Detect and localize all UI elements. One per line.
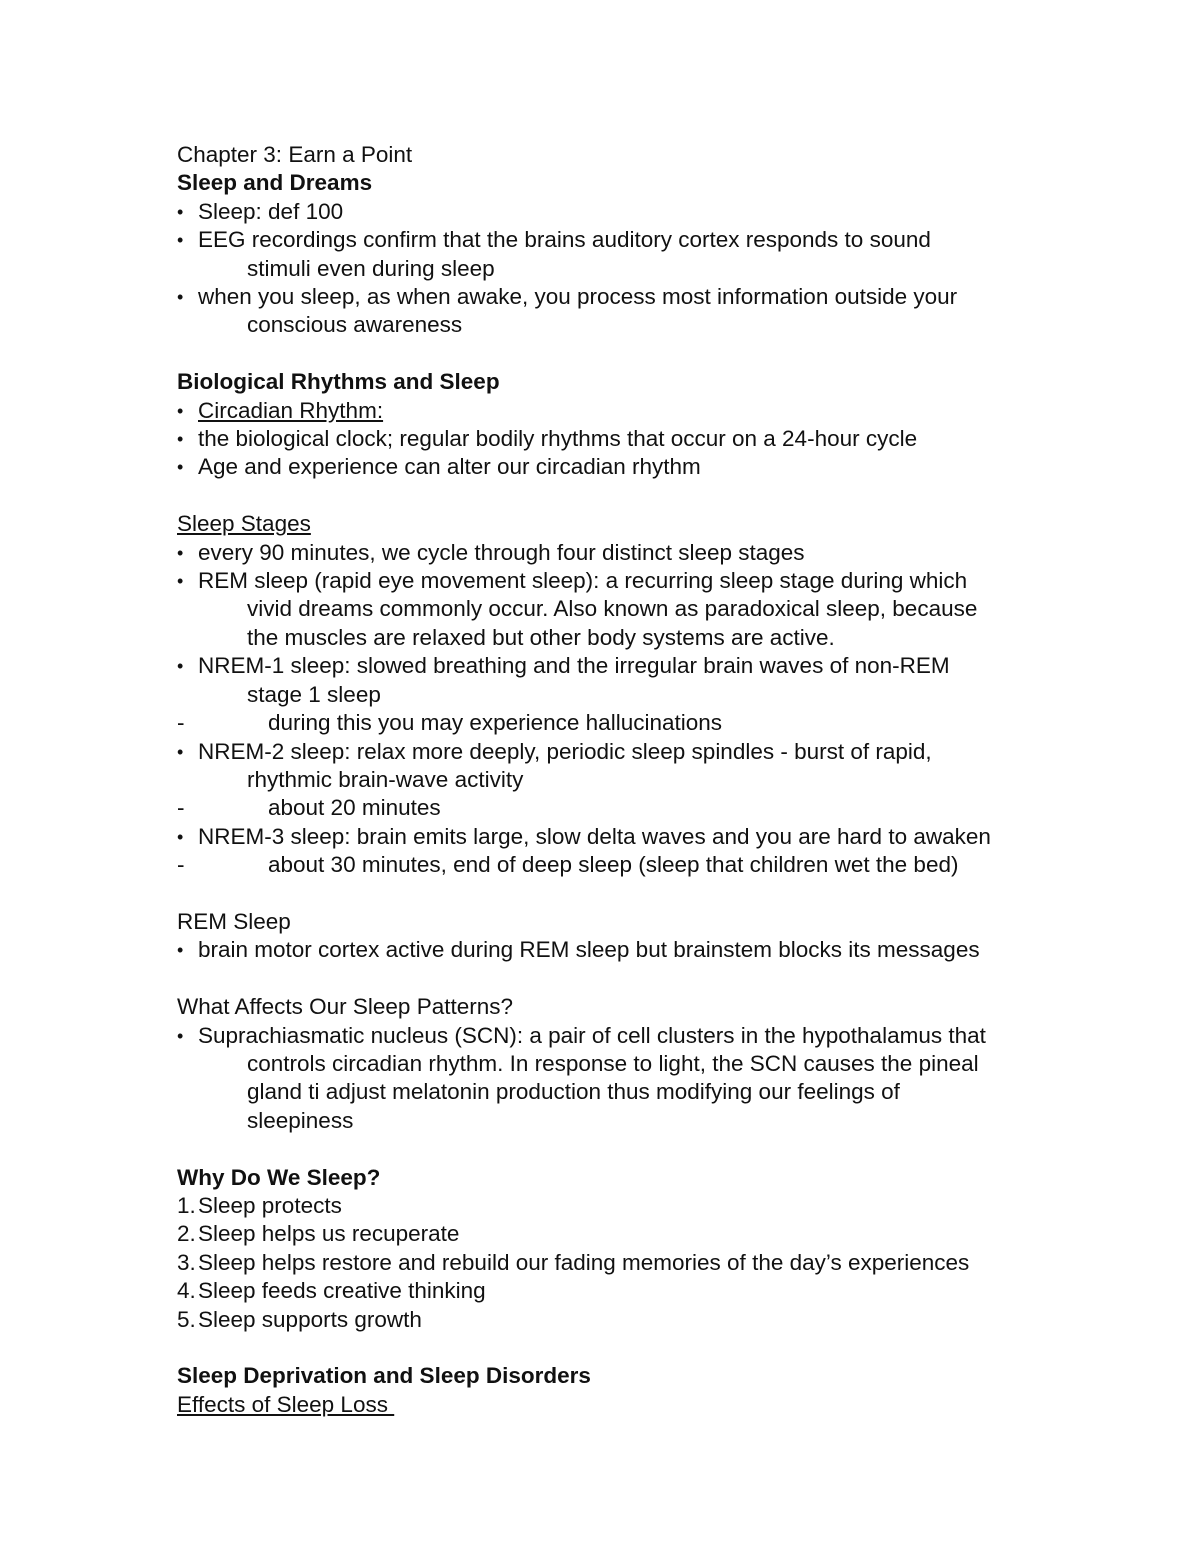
list-item xyxy=(177,397,1057,425)
sub-item-text: about 20 minutes xyxy=(268,795,441,821)
section-heading-why-sleep: Why Do We Sleep? xyxy=(177,1164,381,1190)
spacer xyxy=(177,1334,1057,1362)
spacer xyxy=(177,340,1057,368)
numbered-item xyxy=(177,1220,1057,1248)
item-number: 3. xyxy=(177,1249,196,1275)
list-item-continuation: stimuli even during sleep xyxy=(247,255,495,281)
list-item-continuation: stage 1 sleep xyxy=(247,681,381,707)
sub-item xyxy=(177,794,1057,822)
list-item xyxy=(177,425,1057,453)
list-item-continuation: conscious awareness xyxy=(247,312,463,338)
bullet-icon: • xyxy=(177,400,184,421)
list-item-text: Sleep: def 100 xyxy=(198,198,344,224)
list-item xyxy=(177,652,1057,709)
list-item xyxy=(177,539,1057,567)
list-item-text: the biological clock; regular bodily rhythms that occur on a 24-hour cycle xyxy=(198,426,918,452)
list-item-text: NREM-2 sleep: relax more deeply, periodic sleep spindles - burst of rapid, xyxy=(198,738,932,764)
list-item-continuation: gland ti adjust melatonin production thus modifying our feelings of xyxy=(247,1079,900,1105)
dash-icon: - xyxy=(177,852,185,878)
numbered-item-text: Sleep protects xyxy=(198,1192,342,1218)
list-item xyxy=(177,198,1057,226)
bullet-icon: • xyxy=(177,1025,184,1046)
list-item-text: EEG recordings confirm that the brains auditory cortex responds to sound xyxy=(198,227,931,253)
spacer xyxy=(177,880,1057,908)
bullet-icon: • xyxy=(177,826,184,847)
section-heading-affects: What Affects Our Sleep Patterns? xyxy=(177,994,514,1020)
numbered-item-text: Sleep helps us recuperate xyxy=(198,1221,460,1247)
section-heading-rem-sleep: REM Sleep xyxy=(177,908,291,934)
sub-item xyxy=(177,709,1057,737)
list-item-text: when you sleep, as when awake, you process most information outside your xyxy=(198,284,958,310)
sub-item-text: about 30 minutes, end of deep sleep (sleep that children wet the bed) xyxy=(268,852,959,878)
list-item-text: every 90 minutes, we cycle through four distinct sleep stages xyxy=(198,539,805,565)
sub-item-text: during this you may experience hallucinations xyxy=(268,710,723,736)
item-number: 4. xyxy=(177,1278,196,1304)
spacer xyxy=(177,965,1057,993)
numbered-item xyxy=(177,1306,1057,1334)
bullet-icon: • xyxy=(177,741,184,762)
list-item-text: REM sleep (rapid eye movement sleep): a recurring sleep stage during which xyxy=(198,568,968,594)
bullet-icon: • xyxy=(177,230,184,251)
item-number: 5. xyxy=(177,1306,196,1332)
numbered-item xyxy=(177,1277,1057,1305)
numbered-item-text: Sleep helps restore and rebuild our fading memories of the day’s experiences xyxy=(198,1249,970,1275)
list-item-continuation: sleepiness xyxy=(247,1107,354,1133)
list-item xyxy=(177,453,1057,481)
spacer xyxy=(177,482,1057,510)
item-number: 2. xyxy=(177,1221,196,1247)
bullet-icon: • xyxy=(177,656,184,677)
list-item-text: Circadian Rhythm: xyxy=(198,397,384,423)
list-item-continuation: the muscles are relaxed but other body systems are active. xyxy=(247,624,835,650)
numbered-item xyxy=(177,1192,1057,1220)
list-item xyxy=(177,936,1057,964)
spacer xyxy=(177,1135,1057,1163)
section-heading-deprivation: Sleep Deprivation and Sleep Disorders xyxy=(177,1363,591,1389)
dash-icon: - xyxy=(177,795,185,821)
list-item-continuation: controls circadian rhythm. In response to light, the SCN causes the pineal xyxy=(247,1050,979,1076)
subheading-effects-of-sleep-loss: Effects of Sleep Loss xyxy=(177,1391,395,1417)
list-item xyxy=(177,738,1057,795)
list-item-continuation: rhythmic brain-wave activity xyxy=(247,766,524,792)
dash-icon: - xyxy=(177,710,185,736)
chapter-title: Chapter 3: Earn a Point xyxy=(177,142,413,167)
bullet-icon: • xyxy=(177,571,184,592)
list-item-text: Suprachiasmatic nucleus (SCN): a pair of cell clusters in the hypothalamus that xyxy=(198,1022,986,1048)
list-item-text: Age and experience can alter our circadian rhythm xyxy=(198,454,701,480)
list-item xyxy=(177,567,1057,652)
section-heading-sleep-and-dreams: Sleep and Dreams xyxy=(177,170,373,196)
list-item-text: brain motor cortex active during REM sleep but brainstem blocks its messages xyxy=(198,937,980,963)
list-item-text: NREM-1 sleep: slowed breathing and the irregular brain waves of non-REM xyxy=(198,653,950,679)
bullet-icon: • xyxy=(177,940,184,961)
list-item xyxy=(177,226,1057,283)
numbered-item xyxy=(177,1249,1057,1277)
numbered-item-text: Sleep feeds creative thinking xyxy=(198,1278,486,1304)
list-item xyxy=(177,283,1057,340)
bullet-icon: • xyxy=(177,542,184,563)
bullet-icon: • xyxy=(177,287,184,308)
list-item xyxy=(177,823,1057,851)
bullet-icon: • xyxy=(177,429,184,450)
list-item xyxy=(177,1022,1057,1136)
item-number: 1. xyxy=(177,1192,196,1218)
bullet-icon: • xyxy=(177,201,184,222)
bullet-icon: • xyxy=(177,457,184,478)
document-page xyxy=(177,141,1057,1419)
numbered-item-text: Sleep supports growth xyxy=(198,1306,422,1332)
sub-item xyxy=(177,851,1057,879)
section-heading-biological-rhythms: Biological Rhythms and Sleep xyxy=(177,369,500,395)
list-item-text: NREM-3 sleep: brain emits large, slow delta waves and you are hard to awaken xyxy=(198,823,991,849)
list-item-continuation: vivid dreams commonly occur. Also known as paradoxical sleep, because xyxy=(247,596,978,622)
section-heading-sleep-stages: Sleep Stages xyxy=(177,511,311,537)
